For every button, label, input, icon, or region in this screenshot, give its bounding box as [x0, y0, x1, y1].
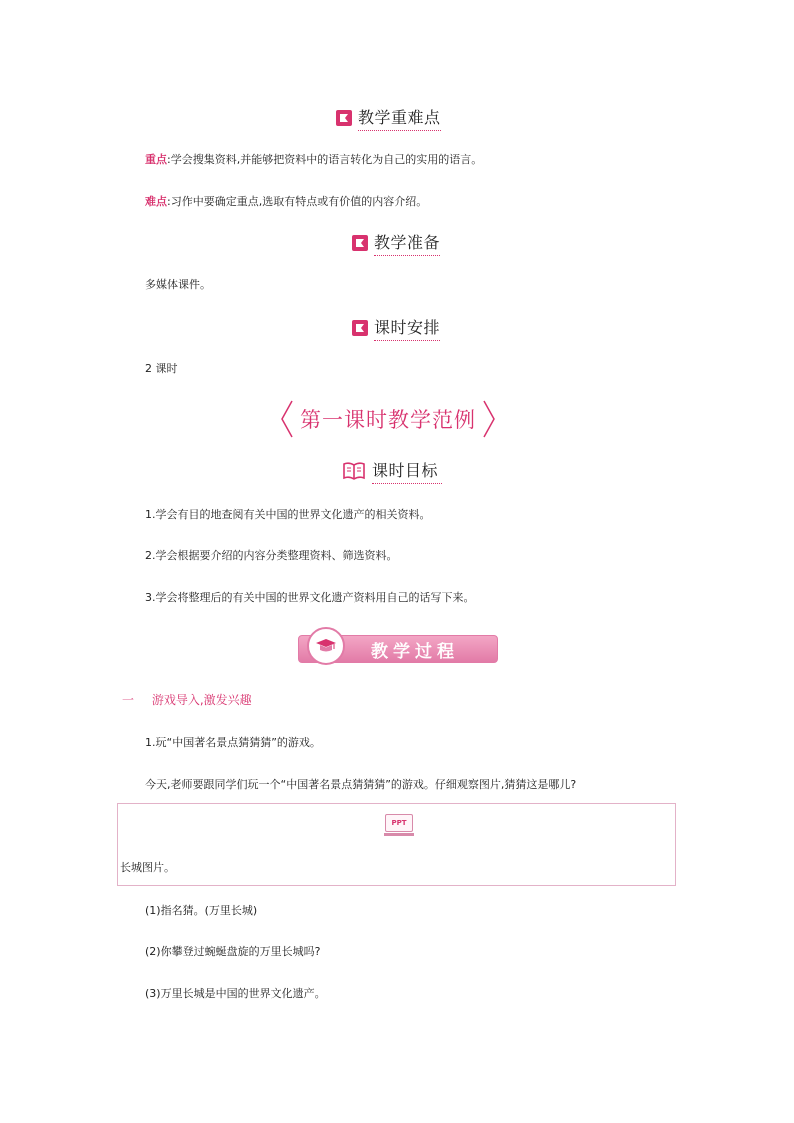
- section-heading-goals: [342, 458, 442, 484]
- key-point-label: 重点: [145, 153, 167, 166]
- graduation-cap-icon: [307, 627, 345, 665]
- question-item: (2)你攀登过蜿蜒盘旋的万里长城吗?: [145, 945, 321, 958]
- section-title: 课时目标: [372, 458, 442, 484]
- goal-item: 3.学会将整理后的有关中国的世界文化遗产资料用自己的话写下来。: [145, 591, 475, 604]
- step-number: 一: [122, 693, 135, 707]
- lesson-title-block: [280, 400, 496, 438]
- left-bracket-icon: [280, 400, 294, 438]
- step-title: 游戏导入,激发兴趣: [151, 693, 252, 707]
- flag-icon: [352, 320, 368, 336]
- ppt-badge: PPT: [385, 814, 413, 832]
- question-item: (1)指名猜。(万里长城): [145, 904, 258, 917]
- game-instruction: 1.玩“中国著名景点猜猜猜”的游戏。: [145, 736, 321, 749]
- process-banner-label: 教学过程: [371, 641, 459, 662]
- section-title: 课时安排: [374, 315, 440, 341]
- flag-icon: [336, 110, 352, 126]
- question-item: (3)万里长城是中国的世界文化遗产。: [145, 987, 326, 1000]
- key-point-paragraph: [145, 151, 482, 167]
- section-title: 教学重难点: [358, 105, 441, 131]
- difficult-point-label: 难点: [145, 195, 167, 208]
- step-heading: [122, 691, 252, 708]
- difficult-point-paragraph: [145, 193, 427, 209]
- ppt-stand: [384, 833, 414, 836]
- ppt-box: [117, 803, 676, 886]
- goal-item: 1.学会有目的地查阅有关中国的世界文化遗产的相关资料。: [145, 508, 431, 521]
- key-point-text: :学会搜集资料,并能够把资料中的语言转化为自己的实用的语言。: [167, 153, 483, 166]
- preparation-text: 多媒体课件。: [145, 278, 211, 291]
- goal-item: 2.学会根据要介绍的内容分类整理资料、筛选资料。: [145, 549, 398, 562]
- difficult-point-text: :习作中要确定重点,选取有特点或有价值的内容介绍。: [167, 195, 428, 208]
- section-title: 教学准备: [374, 230, 440, 256]
- ppt-icon: [384, 814, 414, 836]
- teacher-intro: 今天,老师要跟同学们玩一个“中国著名景点猜猜猜”的游戏。仔细观察图片,猜猜这是哪儿?: [145, 778, 577, 791]
- section-heading-schedule: [352, 315, 440, 341]
- section-heading-difficulty: [336, 105, 441, 131]
- lesson-title: 第一课时教学范例: [300, 408, 476, 432]
- flag-icon: [352, 235, 368, 251]
- schedule-text: 2 课时: [145, 362, 178, 375]
- process-banner: [298, 635, 498, 663]
- right-bracket-icon: [482, 400, 496, 438]
- section-heading-preparation: [352, 230, 440, 256]
- ppt-caption: 长城图片。: [120, 861, 175, 874]
- open-book-icon: [342, 461, 366, 481]
